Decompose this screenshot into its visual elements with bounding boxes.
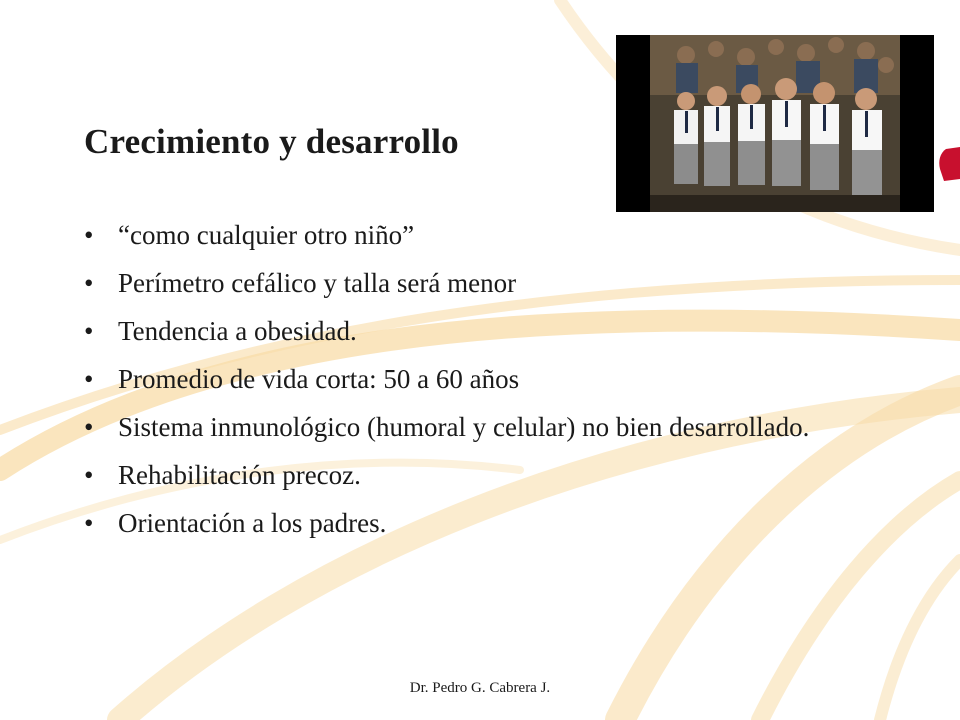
bullet-icon: • [84, 412, 94, 442]
bullet-text: Perímetro cefálico y talla será menor [118, 268, 517, 298]
bullet-icon: • [84, 364, 94, 394]
children-in-school-uniforms-photo [616, 35, 934, 212]
red-logo-mark [936, 147, 960, 181]
bullet-text: Promedio de vida corta: 50 a 60 años [118, 364, 520, 394]
slide-title: Crecimiento y desarrollo [84, 122, 459, 161]
bullet-text: “como cualquier otro niño” [118, 220, 415, 250]
bullet-text: Tendencia a obesidad. [118, 316, 357, 346]
bullet-list [84, 218, 884, 554]
bullet-icon: • [84, 460, 94, 490]
bullet-icon: • [84, 316, 94, 346]
bullet-text: Sistema inmunológico (humoral y celular) no bien desarrollado. [118, 412, 810, 442]
bullet-item [84, 506, 884, 540]
bullet-icon: • [84, 220, 94, 250]
bullet-item [84, 266, 884, 300]
photo-illustration [616, 35, 934, 212]
bullet-item [84, 458, 884, 492]
bullet-text: Orientación a los padres. [118, 508, 387, 538]
bullet-text: Rehabilitación precoz. [118, 460, 361, 490]
bullet-item [84, 218, 884, 252]
footer-author: Dr. Pedro G. Cabrera J. [409, 680, 551, 696]
bullet-item [84, 410, 884, 444]
bullet-item [84, 314, 884, 348]
bullet-item [84, 362, 884, 396]
bullet-icon: • [84, 268, 94, 298]
bullet-icon: • [84, 508, 94, 538]
